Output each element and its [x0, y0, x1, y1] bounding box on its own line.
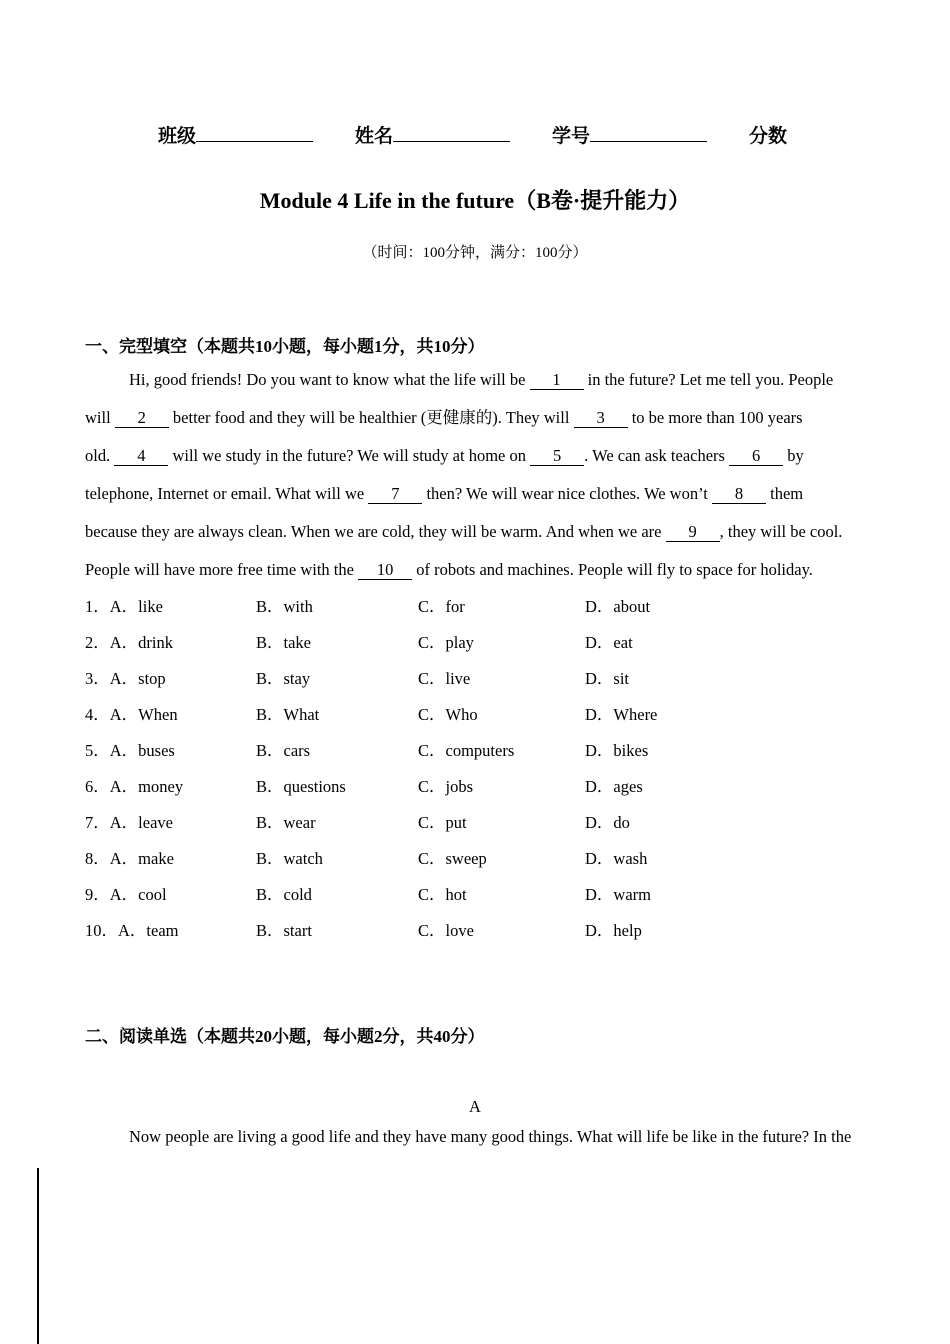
cloze-question-row [85, 769, 865, 805]
question-number: 1． [85, 597, 110, 616]
question-cell-a [85, 913, 256, 949]
option-c: C．play [418, 633, 474, 652]
option-d: D．sit [585, 669, 630, 688]
question-cell-a [85, 805, 256, 841]
passage-text: because they are always clean. When we are cold, they will be warm. And when we are [85, 522, 666, 541]
option-a: A．like [109, 597, 163, 616]
paper-subtitle: （时间：100分钟，满分：100分） [362, 245, 588, 261]
question-cell-a [85, 877, 256, 913]
question-cell-a [85, 697, 256, 733]
section2-heading: 二、阅读单选（本题共20小题，每小题2分，共40分） [85, 1027, 485, 1046]
passage-text: then? We will wear nice clothes. We won’t [422, 484, 712, 503]
class-field [158, 124, 313, 150]
question-number: 2． [85, 633, 110, 652]
option-a: A．team [118, 921, 179, 940]
option-a: A．buses [109, 741, 175, 760]
cloze-passage [85, 361, 865, 589]
option-b: B．cars [256, 741, 311, 760]
student-info-header [158, 124, 865, 150]
option-a: A．stop [109, 669, 166, 688]
passage-text: in the future? Let me tell you. People [583, 370, 834, 389]
passage-line [85, 399, 865, 437]
class-label: 班级 [158, 126, 197, 147]
cloze-question-row [85, 589, 865, 625]
passage-text: , they will be cool. [719, 522, 843, 541]
passage-text: old. [85, 446, 115, 465]
name-label: 姓名 [355, 126, 394, 147]
passage-text: will we study in the future? We will study at home on [168, 446, 531, 465]
option-d: D．ages [585, 777, 643, 796]
passage-text: them [766, 484, 804, 503]
passage-text: by [783, 446, 804, 465]
passage-line [85, 475, 865, 513]
question-cell-a [85, 661, 256, 697]
option-b: B．wear [256, 813, 316, 832]
student-id-blank-line [590, 126, 707, 142]
option-c: C．for [418, 597, 465, 616]
option-d: D．bikes [585, 741, 649, 760]
option-b: B．questions [256, 777, 346, 796]
option-d: D．about [585, 597, 651, 616]
passage-text: will [85, 408, 115, 427]
name-blank-line [393, 126, 510, 142]
cloze-blank-3: 3 [574, 408, 628, 428]
option-b: B．with [256, 597, 313, 616]
cloze-question-row [85, 625, 865, 661]
option-b: B．take [256, 633, 311, 652]
question-number: 3． [85, 669, 110, 688]
passage-line [85, 551, 865, 589]
passage-a-first-line: Now people are living a good life and they have many good things. What will life be like in the future? In the [129, 1127, 852, 1146]
option-c: C．jobs [418, 777, 474, 796]
class-blank-line [196, 126, 313, 142]
cloze-blank-8: 8 [712, 484, 766, 504]
cloze-blank-9: 9 [666, 522, 720, 542]
option-c: C．sweep [418, 849, 487, 868]
cloze-blank-7: 7 [368, 484, 422, 504]
option-c: C．put [418, 813, 467, 832]
cloze-blank-10: 10 [358, 560, 412, 580]
cloze-blank-5: 5 [530, 446, 584, 466]
question-cell-a [85, 841, 256, 877]
score-field [749, 124, 787, 150]
option-d: D．eat [585, 633, 633, 652]
cloze-options [85, 589, 865, 949]
section1-heading: 一、完型填空（本题共10小题，每小题1分，共10分） [85, 337, 485, 356]
option-b: B．What [256, 705, 320, 724]
option-d: D．help [585, 921, 642, 940]
cloze-question-row [85, 913, 865, 949]
question-number: 9． [85, 885, 110, 904]
option-d: D．warm [585, 885, 651, 904]
option-a: A．When [109, 705, 178, 724]
score-label: 分数 [749, 126, 788, 147]
question-cell-a [85, 769, 256, 805]
passage-line [85, 513, 865, 551]
student-id-label: 学号 [552, 126, 591, 147]
passage-text: better food and they will be healthier (更健康的). They will [168, 408, 574, 427]
passage-text: of robots and machines. People will fly to space for holiday. [412, 560, 813, 579]
option-d: D．Where [585, 705, 658, 724]
page-content [0, 124, 950, 1155]
question-number: 5． [85, 741, 110, 760]
question-number: 6． [85, 777, 110, 796]
option-c: C．love [418, 921, 474, 940]
option-b: B．stay [256, 669, 311, 688]
option-c: C．hot [418, 885, 467, 904]
cloze-blank-1: 1 [530, 370, 584, 390]
cloze-question-row [85, 733, 865, 769]
question-cell-a [85, 589, 256, 625]
passage-text: Hi, good friends! Do you want to know what the life will be [129, 370, 530, 389]
paper-title: Module 4 Life in the future（B卷·提升能力） [259, 188, 691, 213]
cloze-question-row [85, 805, 865, 841]
option-b: B．watch [256, 849, 323, 868]
question-cell-a [85, 733, 256, 769]
passage-a-label: A [469, 1097, 481, 1116]
question-number: 8． [85, 849, 110, 868]
option-a: A．drink [109, 633, 173, 652]
passage-text: People will have more free time with the [85, 560, 359, 579]
cloze-blank-6: 6 [729, 446, 783, 466]
option-a: A．money [109, 777, 184, 796]
question-number: 4． [85, 705, 110, 724]
cloze-question-row [85, 697, 865, 733]
cloze-blank-4: 4 [114, 446, 168, 466]
question-number: 7． [85, 813, 110, 832]
cloze-question-row [85, 877, 865, 913]
cloze-blank-2: 2 [115, 408, 169, 428]
page-edge-line [37, 1168, 39, 1344]
option-a: A．cool [109, 885, 167, 904]
option-c: C．computers [418, 741, 515, 760]
passage-text: telephone, Internet or email. What will we [85, 484, 369, 503]
option-d: D．do [585, 813, 630, 832]
passage-text: to be more than 100 years [627, 408, 803, 427]
cloze-question-row [85, 661, 865, 697]
option-c: C．live [418, 669, 471, 688]
student-id-field [552, 124, 707, 150]
passage-line [85, 361, 865, 399]
question-number: 10． [85, 921, 118, 940]
question-cell-a [85, 625, 256, 661]
option-c: C．Who [418, 705, 478, 724]
option-a: A．make [109, 849, 174, 868]
cloze-question-row [85, 841, 865, 877]
passage-text: . We can ask teachers [584, 446, 730, 465]
name-field [355, 124, 510, 150]
option-b: B．start [256, 921, 312, 940]
option-a: A．leave [109, 813, 173, 832]
passage-line [85, 437, 865, 475]
option-b: B．cold [256, 885, 312, 904]
option-d: D．wash [585, 849, 648, 868]
